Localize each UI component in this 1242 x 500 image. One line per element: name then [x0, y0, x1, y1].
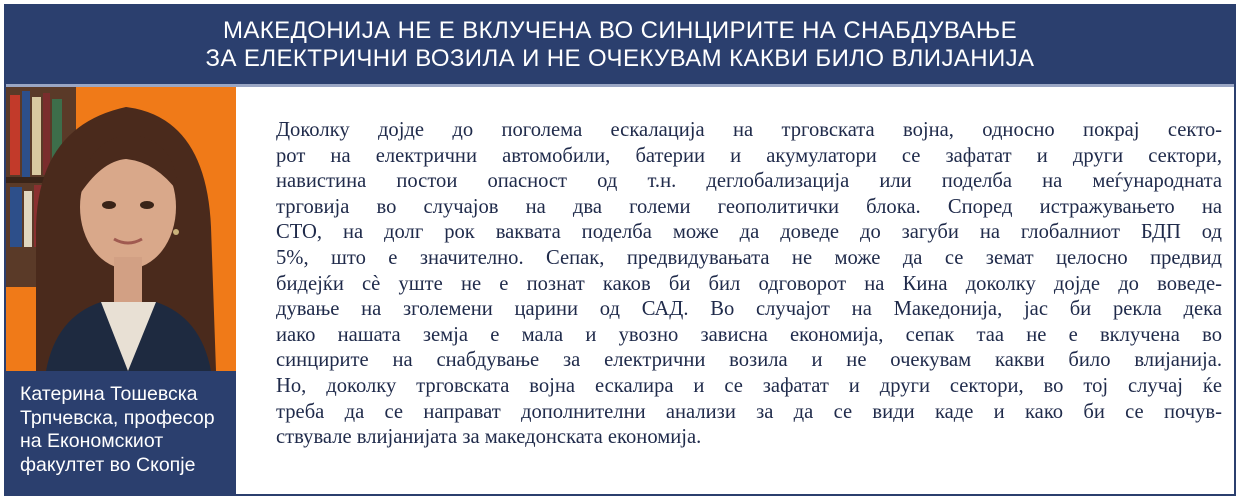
quote-line: ствувале влијанијата за македонската економија.: [276, 426, 702, 449]
portrait-photo: [6, 87, 236, 371]
headline-line-1: МАКЕДОНИЈА НЕ Е ВКЛУЧЕНА ВО СИНЦИРИТЕ НА СНАБДУВАЊЕ: [223, 17, 1017, 44]
quote-box: [4, 4, 1236, 496]
quote-line: трговија во случајов на два големи геополитички блока. Според истражувањето на: [276, 195, 1222, 218]
quote-line: иако нашата земја е мала и увозно зависна економија, сепак таа не е вклучена во: [276, 323, 1222, 346]
quote-line: Доколку дојде до поголема ескалација на трговската војна, односно покрај секто-: [276, 119, 1222, 141]
quote-line: СТО, на долг рок ваквата поделба може да доведе до загуби на глобалниот БДП од: [276, 221, 1222, 244]
quote-line: рот на електрични автомобили, батерии и акумулатори се зафатат и други сектори,: [276, 144, 1222, 167]
quote-line: Но, доколку трговската војна ескалира и се зафатат и други сектори, во тој случај ќе: [276, 374, 1222, 397]
portrait-illustration: [6, 87, 236, 371]
quote-text: [276, 118, 1222, 451]
quote-line: бидејќи сè уште не е познат каков би бил одговорот на Кина доколку дојде до воведе-: [276, 272, 1222, 295]
caption-line-2: Трпчевска, професор: [20, 406, 215, 429]
quote-line: дување на зголемени царини од САД. Во случајот на Македонија, јас би рекла дека: [276, 298, 1222, 321]
quote-line: 5%, што е значително. Сепак, предвидувањата не може да се земат целосно предвид: [276, 246, 1222, 269]
caption-line-1: Катерина Тошевска: [20, 383, 198, 405]
quote-line: навистина постои опасност од т.н. деглобализација или поделба на меѓународната: [276, 170, 1222, 193]
caption-line-3: на Економскиот: [20, 430, 164, 452]
headline-banner: [6, 6, 1234, 84]
quote-line: треба да се направат дополнителни анализи за да се види каде и како би се почув-: [276, 400, 1222, 423]
quote-line: синцирите на снабдување за електрични возила и не очекувам какви било влијанија.: [276, 349, 1222, 372]
portrait-caption: [6, 371, 236, 494]
caption-line-4: факултет во Скопје: [20, 453, 196, 476]
headline-line-2: ЗА ЕЛЕКТРИЧНИ ВОЗИЛА И НЕ ОЧЕКУВАМ КАКВИ БИЛО ВЛИЈАНИЈА: [205, 45, 1035, 72]
